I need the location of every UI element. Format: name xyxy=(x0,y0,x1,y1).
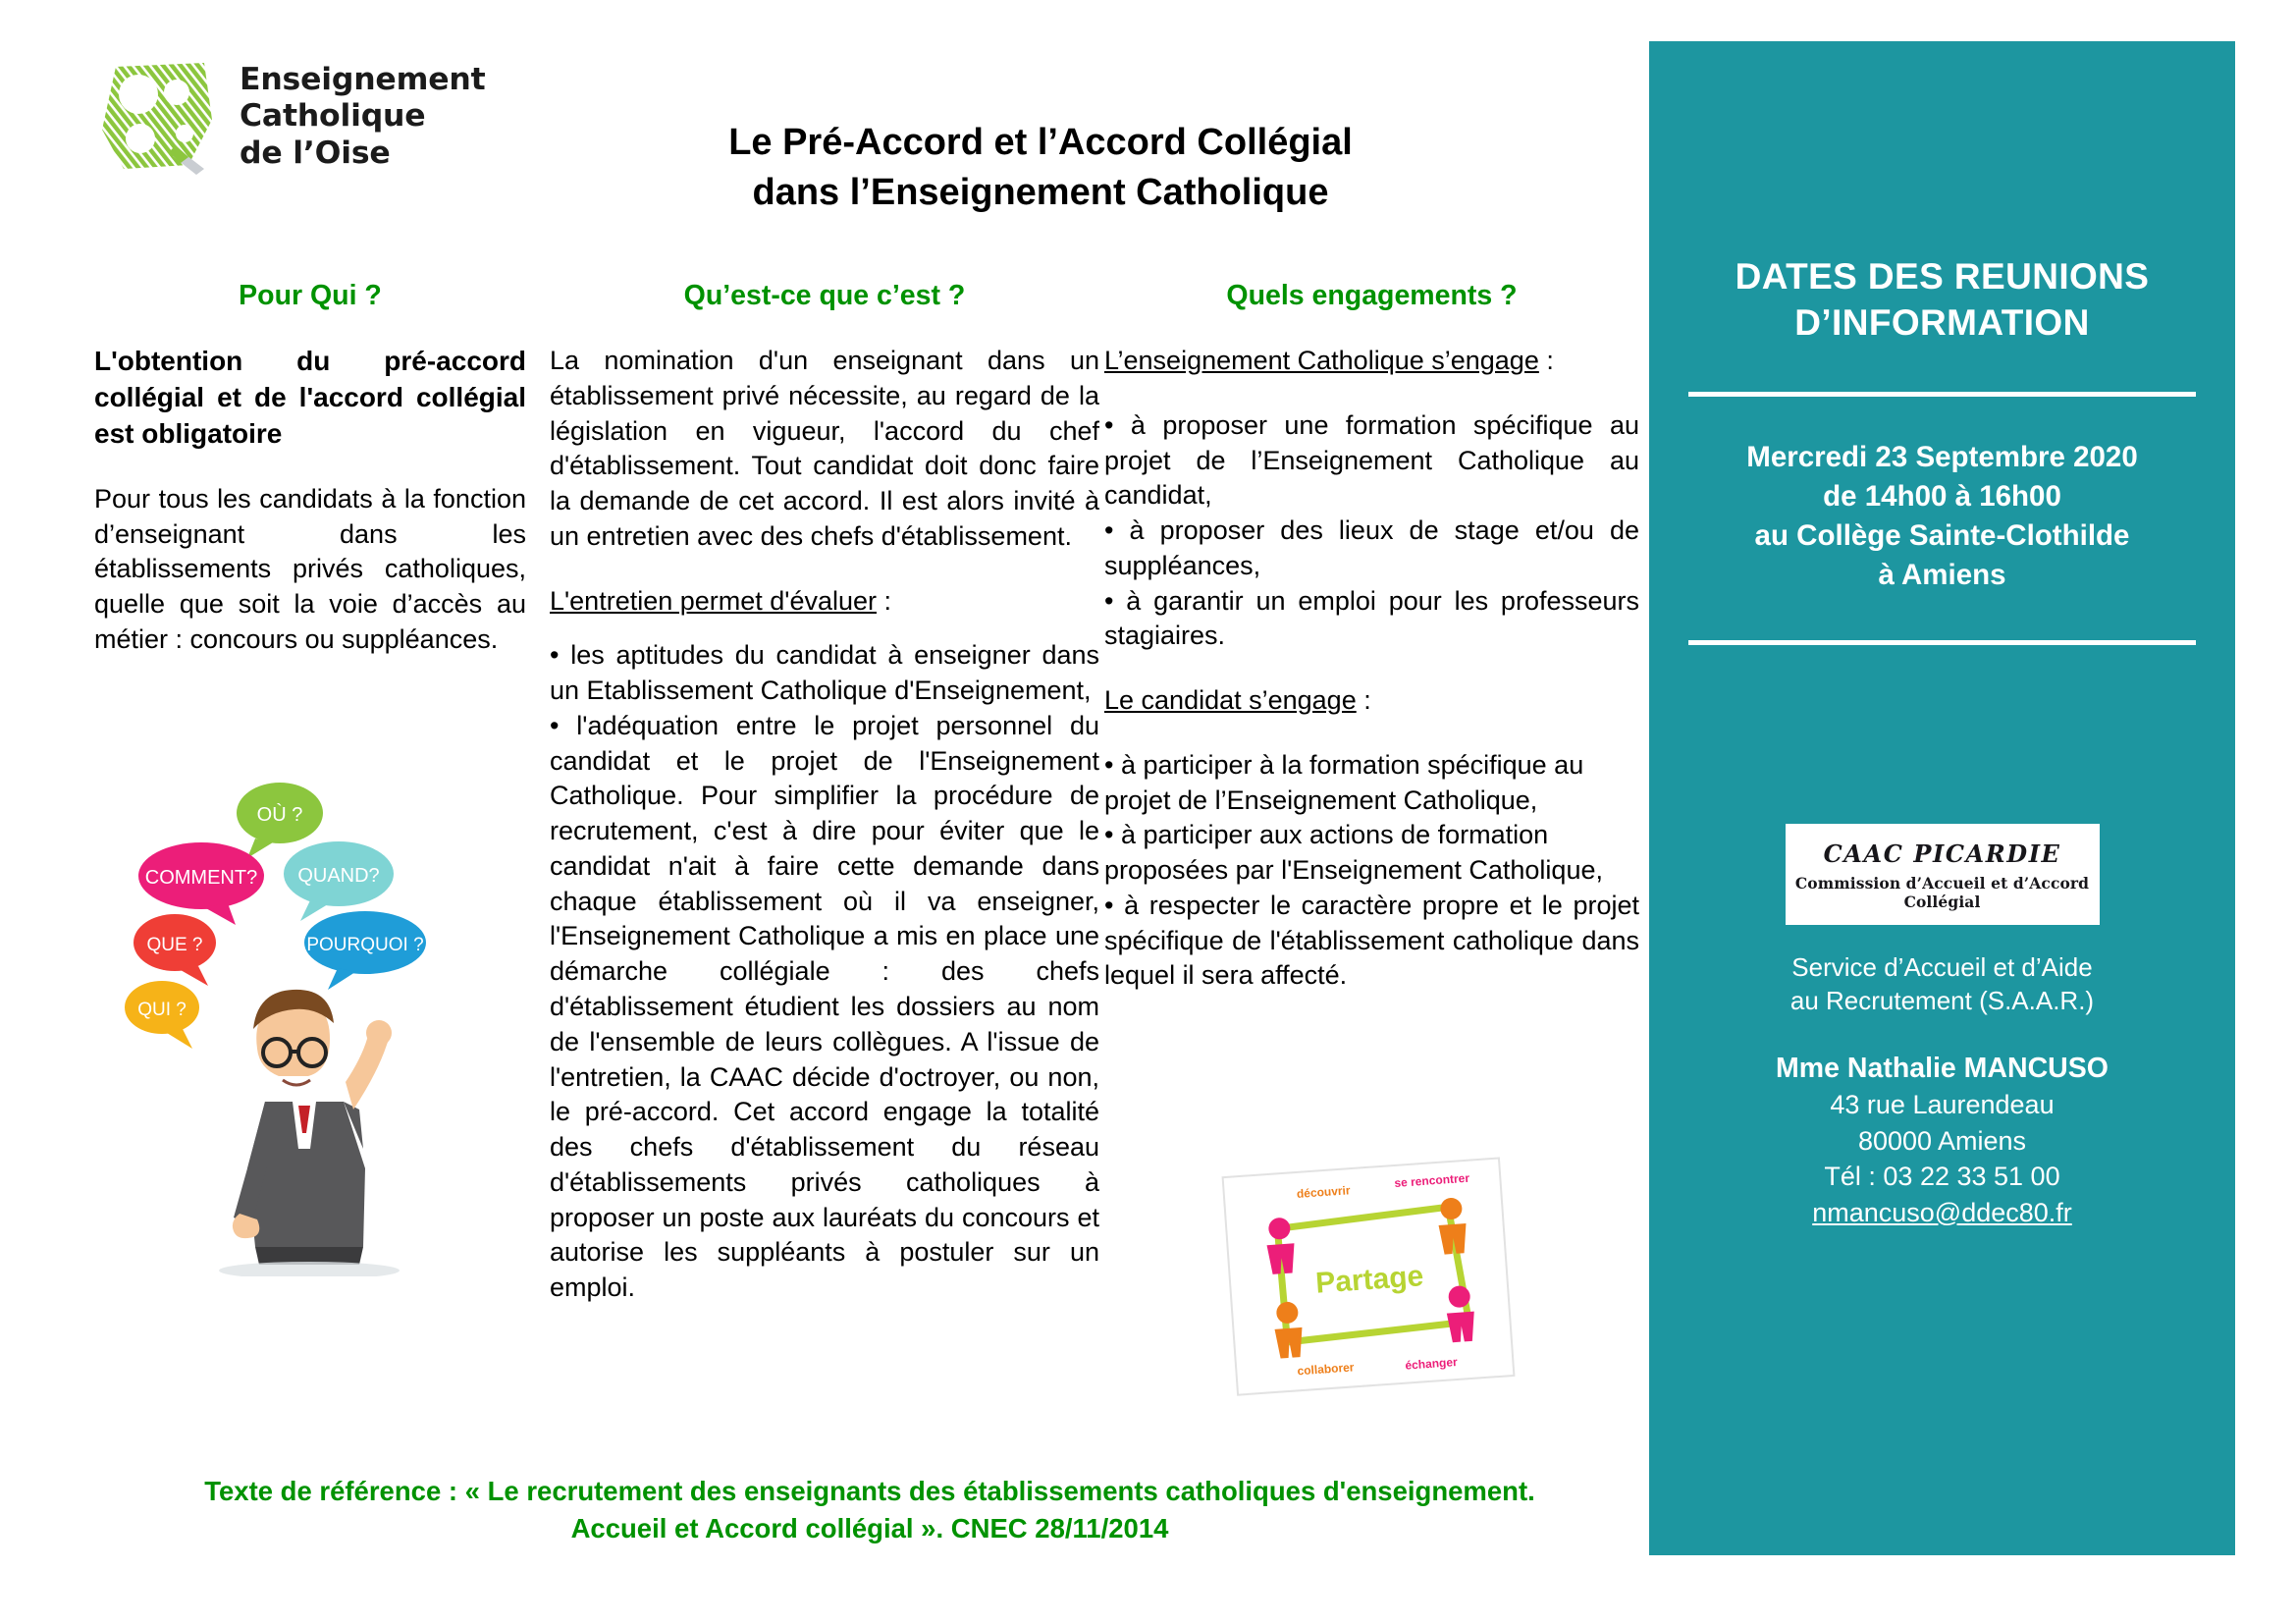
col3-sub-heading-2-colon: : xyxy=(1356,685,1371,716)
svg-text:se rencontrer: se rencontrer xyxy=(1393,1170,1470,1190)
col3-bullet-3: • à garantir un emploi pour les professeurs stagiaires. xyxy=(1104,585,1639,651)
svg-text:OÙ ?: OÙ ? xyxy=(256,804,303,826)
col2-sub-heading-colon: : xyxy=(877,585,892,616)
service-line-2: au Recrutement (S.A.A.R.) xyxy=(1789,986,2095,1016)
meeting-info-panel xyxy=(1649,41,2235,1555)
caac-logo-name: CAAC PICARDIE xyxy=(1823,839,2061,869)
spacer xyxy=(1104,379,1639,408)
svg-text:COMMENT?: COMMENT? xyxy=(144,867,258,889)
meeting-venue: au Collège Sainte-Clothilde xyxy=(1754,518,2130,552)
col2-paragraph-1: La nomination d'un enseignant dans un établissement privé nécessite, au regard de la législation en vigueur, l'accord du chef d'établissement. Tout candidat doit donc faire la demande de cet accord. Il est alors invité à un entretien avec des chefs d'établissement. xyxy=(550,346,1099,551)
contact-city: 80000 Amiens xyxy=(1857,1125,2027,1156)
footer-line-2: Accueil et Accord collégial ». CNEC 28/11/2014 xyxy=(570,1512,1169,1543)
contact-street: 43 rue Laurendeau xyxy=(1830,1090,2055,1120)
column-pour-qui xyxy=(94,344,526,658)
spacer xyxy=(1104,719,1639,748)
service-description xyxy=(1682,950,2202,1018)
col3-sub-heading-2 xyxy=(1104,683,1639,719)
col3-sub-heading-2-text: Le candidat s’engage xyxy=(1104,685,1357,716)
meeting-date: Mercredi 23 Septembre 2020 xyxy=(1746,440,2138,473)
svg-text:échanger: échanger xyxy=(1404,1354,1459,1373)
svg-text:découvrir: découvrir xyxy=(1296,1183,1351,1201)
spacer xyxy=(94,453,526,482)
reference-footer xyxy=(94,1473,1645,1547)
col3-bullet-4: • à participer à la formation spécifique au projet de l’Enseignement Catholique, xyxy=(1104,749,1584,815)
partage-illustration xyxy=(1212,1154,1526,1399)
spacer xyxy=(1104,654,1639,683)
logo-line-1: Enseignement xyxy=(240,62,486,98)
spacer xyxy=(550,555,1099,584)
svg-text:QUAND?: QUAND? xyxy=(297,865,380,887)
title-line-1: Le Pré-Accord et l’Accord Collégial xyxy=(728,122,1353,163)
divider-top xyxy=(1688,392,2196,397)
col3-sub-heading-1-text: L’enseignement Catholique s’engage xyxy=(1104,346,1539,375)
side-title-line-2: D’INFORMATION xyxy=(1794,302,2090,344)
contact-email-link[interactable]: nmancuso@ddec80.fr xyxy=(1812,1197,2072,1227)
cartoon-man-figure xyxy=(219,990,400,1276)
column-heading-pour-qui: Pour Qui ? xyxy=(239,280,382,311)
spacer xyxy=(550,619,1099,638)
col3-bullet-2: • à proposer des lieux de stage et/ou de suppléances, xyxy=(1104,515,1639,580)
divider-bottom xyxy=(1688,640,2196,645)
col2-bullet-1: • les aptitudes du candidat à enseigner dans un Etablissement Catholique d'Enseignement, xyxy=(550,640,1099,706)
svg-text:collaborer: collaborer xyxy=(1297,1360,1355,1379)
svg-text:QUI ?: QUI ? xyxy=(137,1000,187,1020)
logo-line-3: de l’Oise xyxy=(240,135,391,171)
bubble-que xyxy=(133,914,216,986)
meeting-time: de 14h00 à 16h00 xyxy=(1823,479,2061,513)
col3-sub-heading-1 xyxy=(1104,344,1639,379)
column-quels-engagements xyxy=(1104,344,1639,994)
bubble-comment xyxy=(138,842,264,925)
caac-logo-subtitle: Commission d’Accueil et d’Accord Collégial xyxy=(1794,874,2090,912)
bubble-pourquoi xyxy=(304,911,426,990)
service-line-1: Service d’Accueil et d’Aide xyxy=(1791,952,2093,983)
logo-line-2: Catholique xyxy=(240,98,426,135)
contact-phone: Tél : 03 22 33 51 00 xyxy=(1824,1162,2060,1192)
footer-line-1: Texte de référence : « Le recrutement des enseignants des établissements catholiques d'enseignement. xyxy=(204,1476,1535,1506)
caac-picardie-logo xyxy=(1786,824,2100,925)
column-quest-ce-que-cest xyxy=(550,344,1099,1306)
organization-logo xyxy=(94,59,485,175)
side-panel-title xyxy=(1682,253,2202,347)
title-line-2: dans l’Enseignement Catholique xyxy=(752,171,1329,213)
contact-person-name: Mme Nathalie MANCUSO xyxy=(1776,1052,2109,1084)
column-heading-quels-engagements: Quels engagements ? xyxy=(1226,280,1518,311)
svg-text:POURQUOI ?: POURQUOI ? xyxy=(306,935,424,955)
logo-wordmark xyxy=(240,62,485,171)
col3-bullet-1: • à proposer une formation spécifique au projet de l’Enseignement Catholique au candidat, xyxy=(1104,409,1639,511)
col3-bullet-5: • à participer aux actions de formation proposées par l'Enseignement Catholique, xyxy=(1104,820,1603,886)
column-heading-quest-ce-que-cest: Qu’est-ce que c’est ? xyxy=(683,280,966,311)
col2-bullet-2: • l'adéquation entre le projet personnel du candidat et le projet de l'Enseignement Catholique. Pour simplifier la procédure de recrutement, c'est à dire pour éviter que le candidat n'ait à faire cette demande dans chaque établissement où il va enseigner, l'Enseignement Catholique a mis en place une démarche collégiale : des chefs d'établissement étudient les dossiers au nom de l'ensemble de leurs collègues. A l'issue de l'entretien, la CAAC décide d'octroyer, ou non, le pré-accord. Cet accord engage la totalité des chefs d'établissement du réseau d'établissements privés catholiques à proposer un poste aux lauréats du concours et autorise les suppléants à postuler sur un emploi. xyxy=(550,710,1099,1303)
partage-word-label: Partage xyxy=(1314,1260,1425,1300)
col2-sub-heading-text: L'entretien permet d'évaluer xyxy=(550,585,878,616)
ec-oise-logo-icon xyxy=(94,59,220,175)
meeting-details xyxy=(1682,438,2202,595)
col3-bullet-6: • à respecter le caractère propre et le projet spécifique de l'établissement catholique dans lequel il sera affecté. xyxy=(1104,890,1639,991)
side-title-line-1: DATES DES REUNIONS xyxy=(1735,256,2150,297)
document-title xyxy=(550,118,1531,218)
bubble-quand xyxy=(284,841,394,921)
svg-text:QUE ?: QUE ? xyxy=(146,935,203,955)
col3-sub-heading-1-colon: : xyxy=(1538,346,1554,375)
col1-lead-text: L'obtention du pré-accord collégial et de l'accord collégial est obligatoire xyxy=(94,346,526,449)
meeting-city: à Amiens xyxy=(1878,559,2006,592)
bubble-qui xyxy=(125,981,199,1049)
speech-bubbles-illustration xyxy=(118,756,501,1276)
col2-sub-heading xyxy=(550,584,1099,620)
col1-body-text: Pour tous les candidats à la fonction d’enseignant dans les établissements privés catholiques, quelle que soit la voie d’accès au métier : concours ou suppléances. xyxy=(94,483,526,654)
contact-block xyxy=(1682,1050,2202,1230)
contact-email-row xyxy=(1682,1195,2202,1230)
